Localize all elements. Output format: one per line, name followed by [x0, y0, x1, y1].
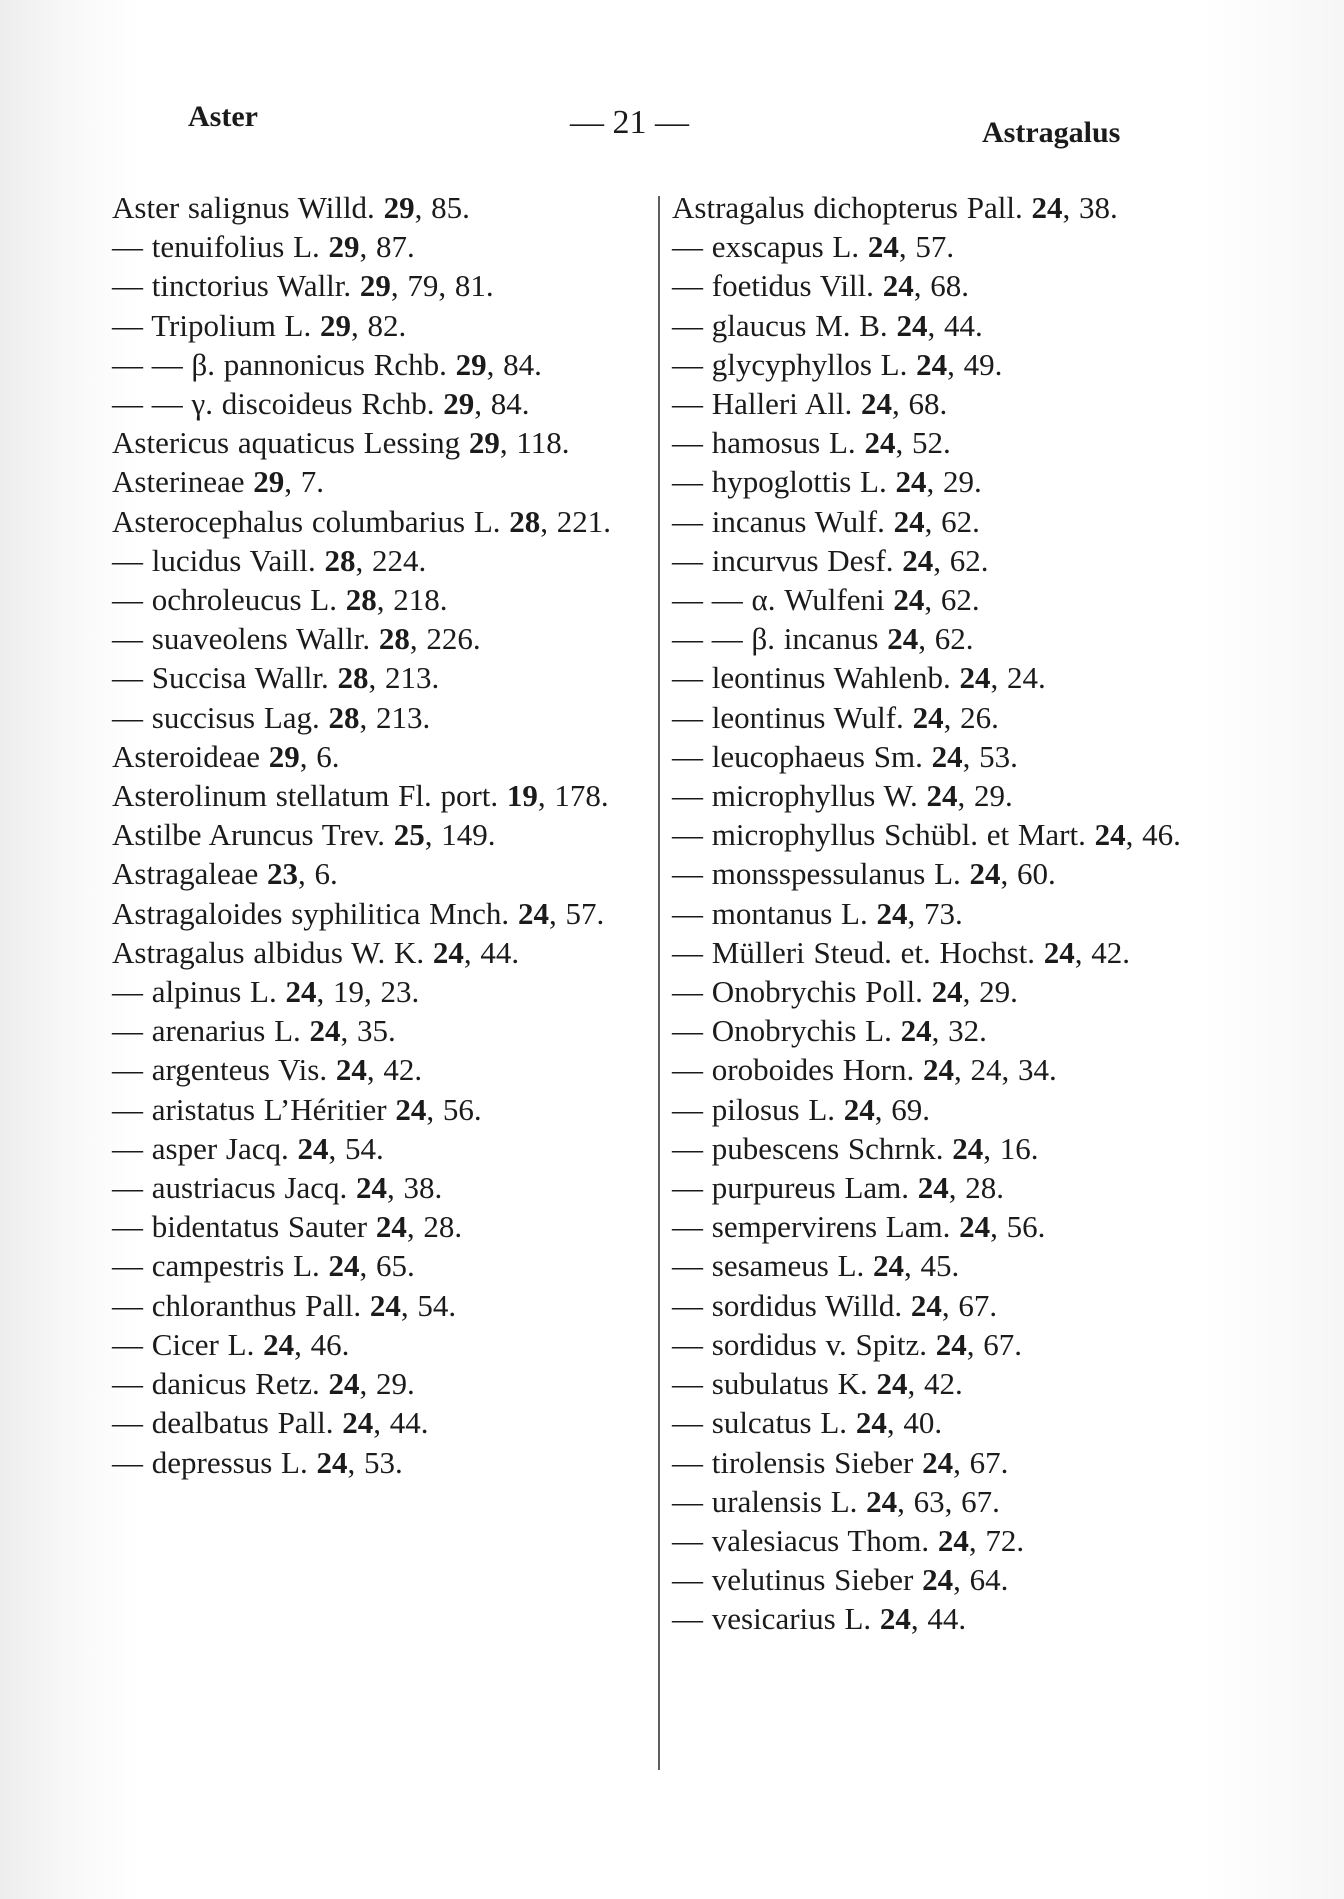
- index-entry: — glycyphyllos L. 24, 49.: [672, 346, 1003, 382]
- index-entry: — lucidus Vaill. 28, 224.: [112, 542, 427, 578]
- index-entry: Asterocephalus columbarius L. 28, 221.: [112, 503, 612, 539]
- index-entry: Astragalus dichopterus Pall. 24, 38.: [672, 190, 1118, 225]
- index-column-right: [672, 188, 1212, 1639]
- index-entry: — arenarius L. 24, 35.: [112, 1013, 396, 1049]
- index-entry: — alpinus L. 24, 19, 23.: [112, 974, 420, 1010]
- index-entry: — leontinus Wahlenb. 24, 24.: [672, 660, 1046, 696]
- index-entry: Astragalus albidus W. K. 24, 44.: [112, 934, 520, 970]
- index-entry: — subulatus K. 24, 42.: [672, 1366, 963, 1402]
- index-entry: — — β. pannonicus Rchb. 29, 84.: [112, 346, 542, 382]
- index-entry: — chloranthus Pall. 24, 54.: [112, 1287, 457, 1323]
- index-entry: — incanus Wulf. 24, 62.: [672, 503, 980, 539]
- index-entry: — — γ. discoideus Rchb. 29, 84.: [112, 386, 530, 422]
- index-entry: — austriacus Jacq. 24, 38.: [112, 1170, 443, 1206]
- index-entry: Astragaloides syphilitica Mnch. 24, 57.: [112, 895, 605, 931]
- index-column-left: [112, 188, 652, 1482]
- index-entry: — tirolensis Sieber 24, 67.: [672, 1444, 1009, 1480]
- page-number: — 21 —: [570, 104, 689, 141]
- index-entry: — microphyllus W. 24, 29.: [672, 778, 1013, 814]
- column-divider: [658, 196, 660, 1770]
- index-entry: — — α. Wulfeni 24, 62.: [672, 582, 980, 618]
- index-entry: — argenteus Vis. 24, 42.: [112, 1052, 423, 1088]
- index-entry: — hypoglottis L. 24, 29.: [672, 464, 982, 500]
- index-entry: — Onobrychis L. 24, 32.: [672, 1013, 987, 1049]
- index-entry: — danicus Retz. 24, 29.: [112, 1366, 415, 1402]
- index-entry: — Mülleri Steud. et. Hochst. 24, 42.: [672, 934, 1131, 970]
- index-entry: Astericus aquaticus Lessing 29, 118.: [112, 425, 570, 461]
- index-entry: — asper Jacq. 24, 54.: [112, 1130, 384, 1166]
- index-entry: — bidentatus Sauter 24, 28.: [112, 1209, 463, 1245]
- index-entry: Asterineae 29, 7.: [112, 464, 325, 500]
- index-entry: — sordidus v. Spitz. 24, 67.: [672, 1326, 1023, 1362]
- index-entry: — microphyllus Schübl. et Mart. 24, 46.: [672, 817, 1181, 853]
- index-entry: — purpureus Lam. 24, 28.: [672, 1170, 1005, 1206]
- index-entry: — Tripolium L. 29, 82.: [112, 307, 407, 343]
- index-entry: — oroboides Horn. 24, 24, 34.: [672, 1052, 1057, 1088]
- index-entry: — velutinus Sieber 24, 64.: [672, 1562, 1009, 1598]
- index-entry: — sordidus Willd. 24, 67.: [672, 1287, 998, 1323]
- index-entry: — Onobrychis Poll. 24, 29.: [672, 974, 1018, 1010]
- index-entry: — pubescens Schrnk. 24, 16.: [672, 1130, 1039, 1166]
- index-entry: — glaucus M. B. 24, 44.: [672, 307, 983, 343]
- index-entry: — — β. incanus 24, 62.: [672, 621, 974, 657]
- index-entry: — foetidus Vill. 24, 68.: [672, 268, 969, 304]
- index-entry: — monsspessulanus L. 24, 60.: [672, 856, 1056, 892]
- index-entry: — aristatus L’Héritier 24, 56.: [112, 1091, 482, 1127]
- index-entry: — suaveolens Wallr. 28, 226.: [112, 621, 481, 657]
- index-entry: — tenuifolius L. 29, 87.: [112, 229, 415, 265]
- index-entry: — depressus L. 24, 53.: [112, 1444, 403, 1480]
- index-entry: — campestris L. 24, 65.: [112, 1248, 415, 1284]
- index-entry: — dealbatus Pall. 24, 44.: [112, 1405, 429, 1441]
- index-entry: — valesiacus Thom. 24, 72.: [672, 1522, 1025, 1558]
- index-entry: — leucophaeus Sm. 24, 53.: [672, 738, 1018, 774]
- running-head-left: Aster: [188, 100, 258, 133]
- index-entry: — uralensis L. 24, 63, 67.: [672, 1483, 1000, 1519]
- index-entry: — ochroleucus L. 28, 218.: [112, 582, 448, 618]
- index-entry: — sulcatus L. 24, 40.: [672, 1405, 943, 1441]
- index-entry: — tinctorius Wallr. 29, 79, 81.: [112, 268, 494, 304]
- index-entry: Asterolinum stellatum Fl. port. 19, 178.: [112, 778, 609, 814]
- index-entry: — vesicarius L. 24, 44.: [672, 1601, 967, 1637]
- index-entry: — succisus Lag. 28, 213.: [112, 699, 431, 735]
- index-entry: — Cicer L. 24, 46.: [112, 1326, 350, 1362]
- index-entry: Aster salignus Willd. 29, 85.: [112, 190, 470, 225]
- index-entry: — pilosus L. 24, 69.: [672, 1091, 931, 1127]
- index-entry: — Succisa Wallr. 28, 213.: [112, 660, 440, 696]
- index-entry: Astragaleae 23, 6.: [112, 856, 338, 892]
- index-entry: — hamosus L. 24, 52.: [672, 425, 951, 461]
- index-entry: — leontinus Wulf. 24, 26.: [672, 699, 999, 735]
- index-entry: — Halleri All. 24, 68.: [672, 386, 948, 422]
- index-entry: — sesameus L. 24, 45.: [672, 1248, 960, 1284]
- index-entry: — exscapus L. 24, 57.: [672, 229, 955, 265]
- index-entry: Astilbe Aruncus Trev. 25, 149.: [112, 817, 496, 853]
- index-entry: Asteroideae 29, 6.: [112, 738, 340, 774]
- index-entry: — incurvus Desf. 24, 62.: [672, 542, 989, 578]
- index-entry: — montanus L. 24, 73.: [672, 895, 963, 931]
- running-head-right: Astragalus: [982, 116, 1121, 149]
- index-entry: — sempervirens Lam. 24, 56.: [672, 1209, 1046, 1245]
